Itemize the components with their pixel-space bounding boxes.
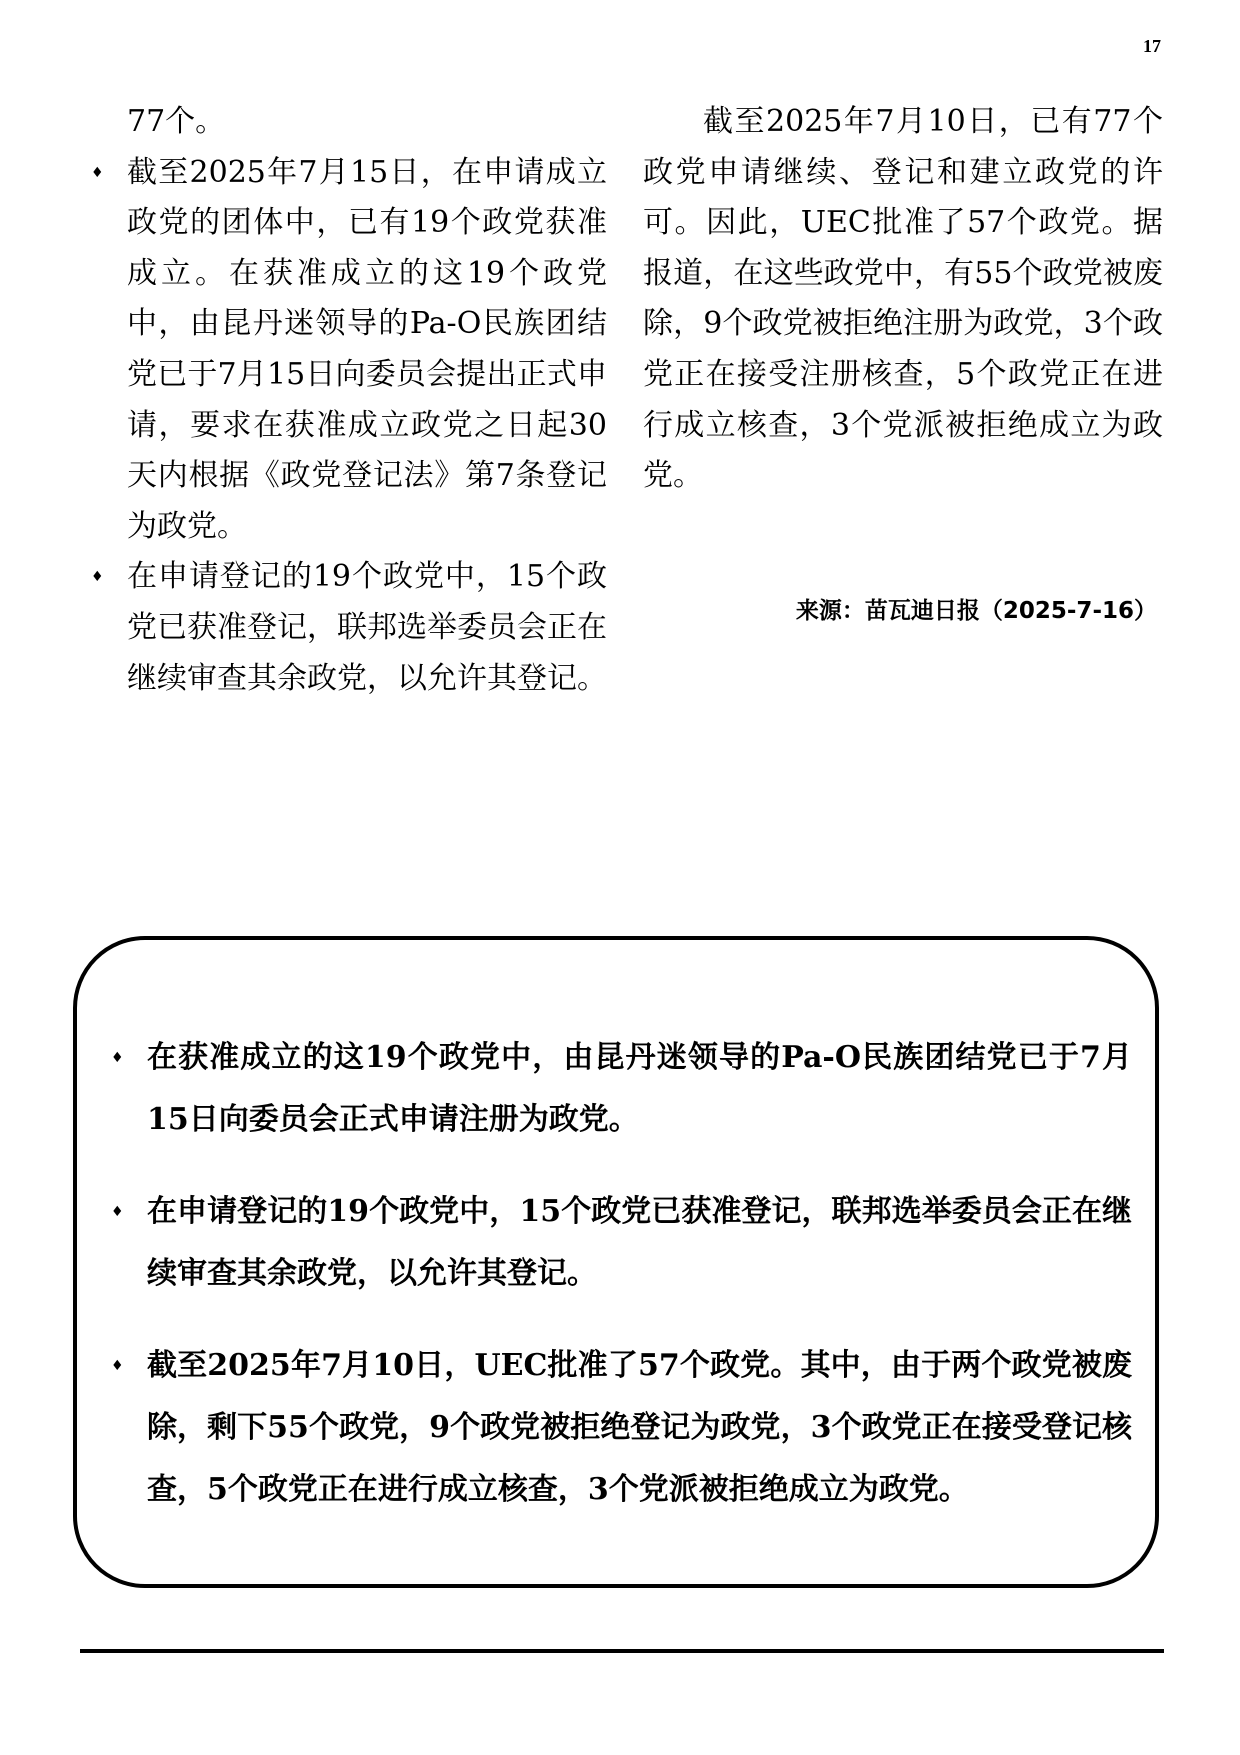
diamond-bullet-icon: ♦ — [91, 164, 104, 181]
summary-text-3: 截至2025年7月10日，UEC批准了57个政党。其中，由于两个政党被废除，剩下55个政党，9个政党被拒绝登记为政党，3个政党正在接受登记核查，5个政党正在进行成立核查，3个党派被拒绝成立为政党。 — [147, 1348, 1132, 1507]
left-column — [91, 97, 607, 704]
right-paragraph: 截至2025年7月10日，已有77个政党申请继续、登记和建立政党的许可。因此，UEC批准了57个政党。据报道，在这些政党中，有55个政党被废除，9个政党被拒绝注册为政党，3个政党正在接受注册核查，5个政党正在进行成立核查，3个党派被拒绝成立为政党。 — [643, 104, 1163, 494]
bottom-divider — [80, 1649, 1164, 1653]
summary-box — [73, 936, 1159, 1588]
left-intro-text: 77个。 — [127, 104, 226, 139]
left-bullet-item-1 — [91, 148, 607, 553]
diamond-bullet-icon: ♦ — [91, 569, 104, 586]
right-column — [643, 97, 1163, 502]
left-bullet-text-2: 在申请登记的19个政党中，15个政党已获准登记，联邦选举委员会正在继续审查其余政党，以允许其登记。 — [127, 559, 607, 696]
diamond-bullet-icon: ♦ — [111, 1204, 124, 1220]
left-bullet-text-1: 截至2025年7月15日，在申请成立政党的团体中，已有19个政党获准成立。在获准成立的这19个政党中，由昆丹迷领导的Pa-O民族团结党已于7月15日向委员会提出正式申请，要求在获准成立政党之日起30天内根据《政党登记法》第7条登记为政党。 — [127, 154, 607, 544]
left-bullet-item-2 — [91, 552, 607, 704]
summary-item-1 — [111, 1027, 1132, 1151]
summary-item-2 — [111, 1181, 1132, 1305]
summary-list — [111, 997, 1132, 1551]
page-number: 17 — [1143, 36, 1161, 56]
diamond-bullet-icon: ♦ — [111, 1358, 124, 1374]
summary-text-1: 在获准成立的这19个政党中，由昆丹迷领导的Pa-O民族团结党已于7月15日向委员会正式申请注册为政党。 — [147, 1040, 1132, 1137]
source-citation: 来源：苗瓦迪日报（2025-7-16） — [795, 598, 1157, 624]
diamond-bullet-icon: ♦ — [111, 1050, 124, 1066]
summary-item-3 — [111, 1335, 1132, 1521]
summary-text-2: 在申请登记的19个政党中，15个政党已获准登记，联邦选举委员会正在继续审查其余政党，以允许其登记。 — [147, 1194, 1132, 1291]
